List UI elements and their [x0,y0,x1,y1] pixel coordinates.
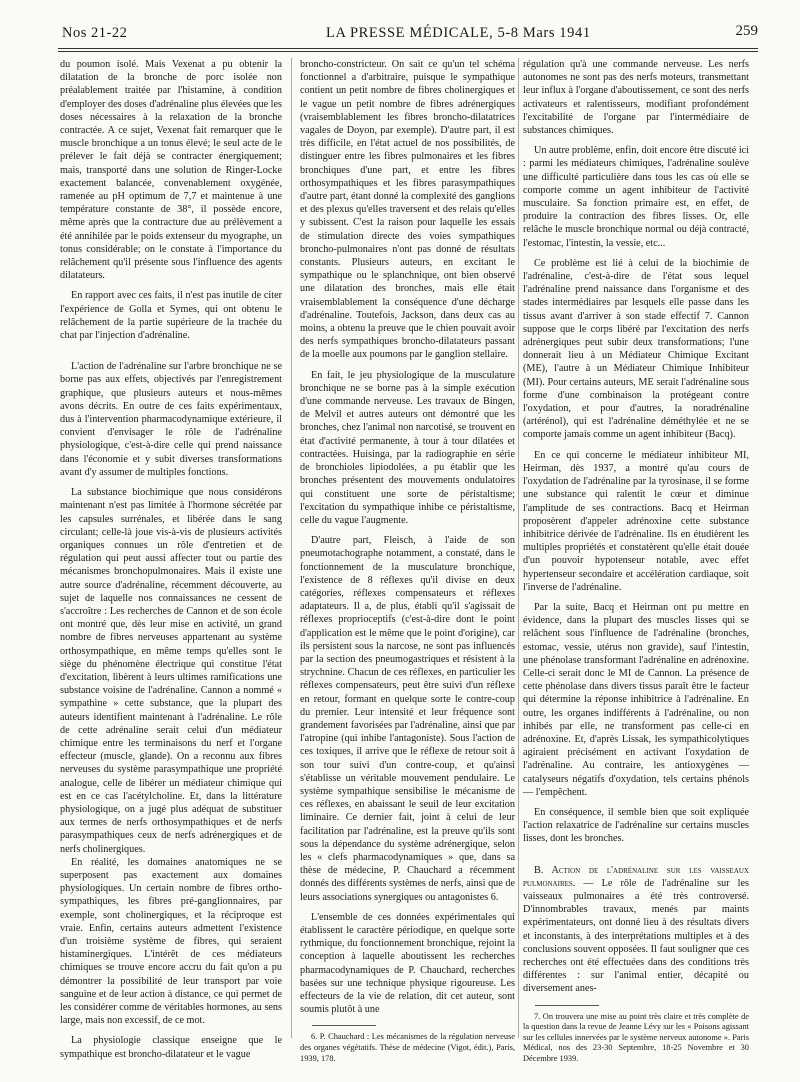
paragraph: En fait, le jeu physiologique de la musculature bronchique ne se borne pas à la simple exécution d'une commande nerveuse. Les travaux de Bingen, de Melvil et autres auteurs ont démontré que les bronches, chez l'animal non narcotisé, se trouvent en état d'activité permanente, à tour à tour dilatées et contractées. Huisinga, par la radiographie en série de bronchioles lipiodolées, a pu établir que les bronches présentent des mouvements ondulatoires qui constituent une sorte de péristaltisme; l'excitation du sympathique inhibe ce péristaltisme, celle du vague l'augmente. [300,369,515,526]
footnote-rule [312,1025,376,1026]
paragraph: régulation qu'à une commande nerveuse. Les nerfs autonomes ne sont pas des nerfs moteurs, transmettant leur influx à l'organe d'aboutissement, ce sont des nerfs activateurs et ralentisseurs, modifiant profondément l'excitabilité de l'organe par l'intermédiaire de substances chimiques. [523,59,749,137]
footnote-7: 7. On trouvera une mise au point très claire et très complète de la question dans la revue de Jeanne Lévy sur les « Poisons agissant sur les cellules innervées par le système nerveux autonome ». Paris Médical, nos des 23-30 Septembre, 18-25 Novembre et 30 Décembre 1939. [523,1011,749,1063]
paragraph: broncho-constricteur. On sait ce qu'un tel schéma fonctionnel a d'arbitraire, puisque le sympathique contient un petit nombre de fibres cholinergiques et le vague un petit nombre de fibres adrénergiques (vraisemblablement les fibres broncho-dilatatrices vagales de Doyon, par exemple). D'autre part, il est très difficile, en l'état actuel de nos possibilités, de distinguer entre les fibres pulmonaires et les fibres bronchiques d'une part, et entre les fibres orthosympathiques et les fibres parasympathiques d'autre part, étant donné la complexité des ganglions et des plexus qu'elles traversent et des relais qu'elles y subissent. C'est la raison pour laquelle les essais de stimulation directe des voies sympathiques broncho-pulmonaires n'ont pas donné de résultats constants. Plusieurs auteurs, en excitant le sympathique ou le splanchnique, ont bien observé une dilatation des bronches, mais elle était vraisemblablement la conséquence d'une décharge d'adrénaline. Toutefois, Jackson, dans deux cas au moins, a obtenu la preuve que le chien pouvait avoir des nerfs sympathiques broncho-dilatateurs passant de la moelle aux poumons par le ganglion stellaire. [300,59,515,361]
footnote-6: 6. P. Chauchard : Les mécanismes de la régulation nerveuse des organes végétatifs. Thèse de médecine (Vigot, édit.), Paris, 1939, 178. [300,1032,515,1063]
issue-number: Nos 21-22 [62,25,128,41]
page-header [58,22,758,46]
paragraph: Ce problème est lié à celui de la biochimie de l'adrénaline, c'est-à-dire de l'état sous lequel l'adrénaline prend naissance dans l'organisme et des stades intermédiaires par lesquels elle passe dans les tissus avant d'arriver à son stade effectif 7. Cannon suppose que le corps libéré par l'excitation des nerfs adrénergiques peut subir deux transformations; l'une donnerait lieu à un Médiateur Chimique Excitant (ME), l'autre à un Médiateur Chimique Inhibiteur (MI). Pour certains auteurs, ME serait l'adrénaline sous forme d'une combinaison la protégeant contre l'oxydation, et pour d'autres, la noradrénaline (artérénol), qui est l'adrénaline déméthylée et ne se comporte jamais comme un agent inhibiteur (Bacq). [523,257,749,441]
paragraph: En réalité, les domaines anatomiques ne se superposent pas exactement aux domaines physiologiques. Un certain nombre de fibres ortho-sympathiques, les fibres pré-ganglionnaires, par exemple, sont cholinergiques, et la réciproque est vraie. Enfin, certains auteurs admettent l'existence d'un troisième système de fibres, qui seraient histaminergiques. L'intérêt de ces médiateurs chimiques se trouve encore accru du fait qu'on a pu démontrer la possibilité de leur transport par voie sanguine et de leur action à distance, ce qui permet de les considérer comme de véritables hormones, au sens large, mais non excessif, de ce mot. [60,856,282,1027]
paragraph: En conséquence, il semble bien que soit expliquée l'action relaxatrice de l'adrénaline sur certains muscles lisses, dont les bronches. [523,806,749,845]
footnote-rule [535,1005,599,1006]
page-number: 259 [735,23,758,39]
paragraph: L'ensemble de ces données expérimentales qui établissent le caractère périodique, en quelque sorte rythmique, du fonctionnement bronchique, rejoint la conception à laquelle aboutissent les recherches pharmacodynamiques de P. Chauchard, recherches basées sur une technique physique rigoureuse. Les effecteurs de la vie de relation, dit cet auteur, sont soumis plutôt à une [300,911,515,1016]
paragraph: La physiologie classique enseigne que le sympathique est broncho-dilatateur et le vague [60,1035,282,1060]
paragraph: du poumon isolé. Mais Vexenat a pu obtenir la dilatation de la bronche de porc isolée non préalablement traitée par l'histamine, à condition d'employer des doses d'adrénaline plus élevées que les doses nécessaires à la relaxation de la bronche contractée. A ce sujet, Vexenat fait remarquer que le muscle bronchique a un tonus élevé; le seul acte de le prélever le fait déjà se contracter énergiquement; mais, transporté dans une solution de Ringer-Locke exactement balancée, convenablement oxygénée, ramenée au pH optimum de 7,7 et maintenue à une température constante de 38°, il possède encore, même après que la contracture due au prélèvement a été annihilée par le poids extenseur du myographe, un tonus considérable; on le constate à l'importance du relâchement qu'il présente sous l'influence des agents dilatateurs. [60,59,282,282]
paragraph: D'autre part, Fleisch, à l'aide de son pneumotachographe notamment, a constaté, dans le fonctionnement de la musculature bronchique, l'existence de 8 réflexes qu'il divise en deux catégories, réflexes compensateurs et réflexes adaptateurs. Il a, de plus, établi qu'il s'agissait de réflexes proprioceptifs (c'est-à-dire dont le point d'application est le même que le point d'origine), car ils persistent sous la narcose, ne sont pas influencés par la section des pneumogastriques et résistent à la strychnine. Chacun de ces réflexes, en particulier les réflexes compensateurs, peut être suivi d'un réflexe en retour, formant en quelque sorte le contre-coup du premier. Leur intensité et leur fréquence sont grandement favorisées par l'adrénaline, ainsi que par l'atropine (qui inhibe l'antagoniste). Sous l'action de ces toxiques, il arrive que le réflexe de retour soit à son tour suivi d'un contre-coup, et qu'ainsi s'établisse un véritable mouvement pendulaire. Le système sympathique sensibilise le mécanisme de ces réflexes, en abaissant le seuil de leur excitation liminaire. Ce dernier fait, joint à celui de leur facilitation par l'adrénaline, est la preuve qu'ils sont sous la dépendance du système adrénergique, selon les « clefs pharmacodynamiques » que, dans sa thèse de médecine, P. Chauchard a récemment donnés des différents systèmes de nerfs, ainsi que de leurs associations synergiques ou antagonistes 6. [300,535,515,903]
column-right [523,58,749,1065]
section-heading: B. Action de l'adrénaline sur les vaisseaux pulmonaires. [523,864,749,889]
paragraph: L'action de l'adrénaline sur l'arbre bronchique ne se borne pas aux effets, objectivés par l'enregistrement graphique, que plusieurs auteurs et nous-mêmes avons décrits. En outre de ces faits expérimentaux, dus à l'intervention pharmacodynamique extérieure, il convient d'envisager le rôle de l'adrénaline physiologique, c'est-à-dire celle qui prend naissance dans l'économie et y subit diverses transformations avant d'y assumer de multiples fonctions. [60,361,282,478]
journal-title: LA PRESSE MÉDICALE, 5-8 Mars 1941 [326,25,591,41]
section-b [523,864,749,996]
header-rule-double [58,51,758,52]
column-divider [291,58,292,1038]
section-text: — Le rôle de l'adrénaline sur les vaisseaux pulmonaires a été très controversé. D'innombrables travaux, menés par maints expérimentateurs, ont donné lieu à des résultats divers et inconstants, à des interprétations multiples et à des conclusions souvent opposées. Il faut souligner que ces recherches ont été effectuées dans des conditions très différentes : sur l'animal entier, décapité ou diversement anes- [523,877,749,995]
column-left [60,58,282,1061]
paragraph: Par la suite, Bacq et Heirman ont pu mettre en évidence, dans la plupart des muscles lisses qui se relâchent sous l'influence de l'adrénaline (bronches, estomac, vessie, utérus non gravide), sauf l'intestin, une phénolase transformant l'adrénaline en adrénoxine. Celle-ci serait donc le MI de Cannon. La présence de cette phénolase dans divers tissus paraît être le facteur qui détermine la réponse inhibitrice à l'adrénaline. En outre, les organes indifférents à l'adrénaline, ou non inhibés par elle, ne transforment pas celle-ci en adrénoxine. Et, d'après Lissak, les sympathicolytiques agiraient précisément en activant l'oxydation de l'adrénaline. Au contraire, les antioxygènes — catalyseurs négatifs d'oxydation, tels certains phénols — l'empêchent. [523,601,749,798]
paragraph: En ce qui concerne le médiateur inhibiteur MI, Heirman, dès 1937, a montré qu'au cours de l'oxydation de l'adrénaline par la tyrosinase, il se forme une substance qui ralentit le cœur et diminue l'amplitude de ses contractions. Bacq et Heirman proposèrent d'appeler adrénoxine cette substance inhibitrice dérivée de l'adrénaline. Ils en étudièrent les multiples propriétés et constatèrent qu'elle était douée d'un pouvoir hypotenseur notable, avec effet hypertenseur secondaire et accélération cardiaque, soit l'inverse de l'adrénaline. [523,449,749,593]
column-middle [300,58,515,1064]
paragraph: Un autre problème, enfin, doit encore être discuté ici : parmi les médiateurs chimiques, l'adrénaline soulève une difficulté particulière dans tous les cas où elle se comporte comme un agent inhibiteur de l'activité musculaire. Sa fonction primaire est, en effet, de produire la contraction des fibres lisses. Or, elle relâche le muscle bronchique normal ou déjà contracté, l'estomac, l'intestin, la vessie, etc... [523,145,749,249]
column-divider [518,58,519,1038]
paragraph: En rapport avec ces faits, il n'est pas inutile de citer l'expérience de Golla et Symes, qui ont obtenu le relâchement de la partie supérieure de la trachée du chat par l'injection d'adrénaline. [60,290,282,342]
paragraph: La substance biochimique que nous considérons maintenant n'est pas limitée à l'hormone sécrétée par les capsules surrénales, et libérée dans le sang circulant; celle-là joue vis-à-vis de plusieurs activités organiques connues un rôle d'entretien et de régulation qui peut aussi affecter tout ou partie des mécanismes bronchopulmonaires. Mais il existe une autre source d'adrénaline, récemment découverte, au sujet de laquelle nos connaissances ne cessent de s'accroître : Les recherches de Cannon et de son école ont montré que, dès leur mise en activité, un grand nombre de fibres nerveuses appartenant au système orthosympathique, en même temps qu'elles sont le siège du phénomène électrique qui constitue l'état d'excitation, libèrent à leurs ultimes ramifications une substance voisine de l'adrénaline. Cannon a nommé « sympathine » cette substance, que la plupart des auteurs identifient maintenant à l'adrénaline. Le rôle de cette adrénaline serait celui d'un médiateur chimique entre les terminaisons du nerf et l'organe effecteur (muscle, glande). On a reconnu aux fibres nerveuses du système parasympathique une propriété analogue, celle de libérer un médiateur chimique qui est en ce cas l'acétylcholine. Et, dans la littérature physiologique, on a jugé plus adéquat de substituer aux termes de nerfs orthosympathiques et de nerfs parasympathiques ceux de nerfs adrénergiques et de nerfs cholinergiques. [60,487,282,855]
header-rule [58,48,758,49]
